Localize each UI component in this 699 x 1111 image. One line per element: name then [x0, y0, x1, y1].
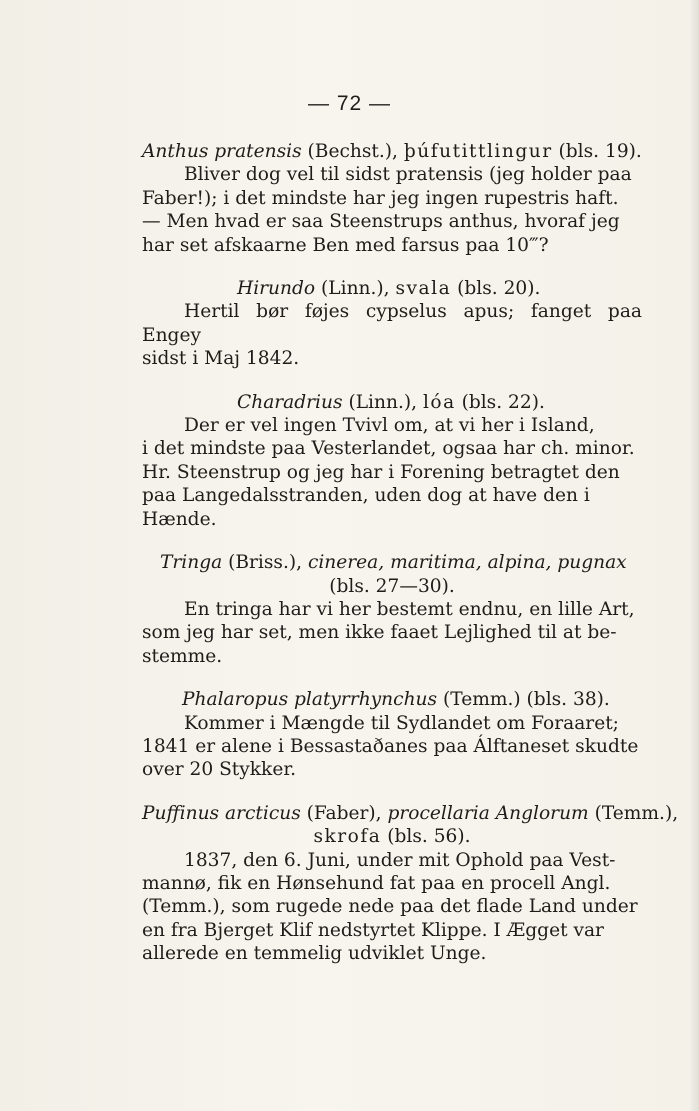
entry-line: Hænde. [142, 508, 217, 530]
entry-line: — Men hvad er saa Steenstrups anthus, hvoraf jeg [142, 211, 620, 233]
species-authority-hirundo: (Linn.), [315, 278, 396, 300]
entry-heading-puffinus [142, 802, 679, 825]
entry-line: En tringa har vi her bestemt endnu, en lille Art, [184, 598, 635, 620]
section-spacer [142, 782, 642, 802]
species-name-anthus: Anthus pratensis [142, 141, 302, 162]
entry-text-hirundo [142, 300, 642, 370]
entry-line: mannø, fik en Hønsehund fat paa en procell Angl. [142, 872, 611, 894]
entry-heading-hirundo [142, 277, 642, 300]
section-spacer [142, 531, 642, 551]
entry-line: allerede en temmelig udviklet Unge. [142, 943, 487, 965]
entry-line: stemme. [142, 645, 223, 667]
entry-heading-tringa [142, 551, 642, 574]
species-name-puffinus: Puffinus arcticus [142, 802, 301, 824]
page-reference-hirundo: (bls. 20). [451, 278, 541, 300]
synonym-authority-puffinus: (Temm.), [588, 802, 679, 824]
entry-heading-anthus [142, 140, 642, 163]
entry-heading-charadrius [142, 391, 642, 414]
entry-text-puffinus [142, 849, 642, 966]
entry-line: i det mindste paa Vesterlandet, ogsaa har ch. minor. [142, 438, 635, 460]
species-authority-puffinus: (Faber), [300, 802, 388, 824]
species-name-tringa: Tringa [160, 552, 223, 574]
entry-line: Hr. Steenstrup og jeg har i Forening betragtet den [142, 461, 620, 483]
entry-line: som jeg har set, men ikke faaet Lejlighed til at be- [142, 622, 617, 644]
entry-subheading-tringa: (bls. 27—30). [329, 575, 455, 597]
entry-line: 1841 er alene i Bessastaðanes paa Álftaneset skudte [142, 735, 639, 757]
common-name-puffinus: skrofa [313, 826, 382, 848]
entry-line: har set afskaarne Ben med farsus paa 10‴? [142, 234, 549, 256]
entry-subheading-puffinus [142, 825, 642, 848]
entry-line: Faber!); i det mindste har jeg ingen rupestris haft. [142, 187, 619, 209]
species-name-hirundo: Hirundo [237, 278, 316, 300]
entry-line: Bliver dog vel til sidst pratensis (jeg holder paa [184, 164, 632, 186]
species-name-phalaropus: Phalaropus platyrrhynchus [182, 689, 438, 711]
page-reference-phalaropus: (Temm.) (bls. 38). [437, 689, 610, 711]
page-reference-charadrius: (bls. 22). [455, 391, 545, 413]
species-name-charadrius: Charadrius [237, 391, 343, 413]
page-reference-anthus: (bls. 19). [552, 141, 642, 162]
entry-line: Hertil bør føjes cypselus apus; fanget paa Engey [142, 301, 642, 346]
section-spacer [142, 668, 642, 688]
entry-line: Kommer i Mængde til Sydlandet om Foraaret; [184, 712, 619, 734]
entry-line: en fra Bjerget Klif nedstyrtet Klippe. I Ægget var [142, 919, 604, 941]
entry-line: (Temm.), som rugede nede paa det flade Land under [142, 896, 638, 918]
entry-text-phalaropus [142, 712, 642, 782]
page-reference-puffinus: (bls. 56). [381, 826, 471, 848]
species-authority-tringa: (Briss.), [222, 552, 308, 574]
entry-text-anthus [142, 163, 642, 257]
common-name-charadrius: lóa [422, 391, 456, 413]
entry-line: 1837, den 6. Juni, under mit Ophold paa Vest- [184, 849, 616, 871]
page-edge-shadow [689, 0, 699, 1111]
entry-line: paa Langedalsstranden, uden dog at have den i [142, 485, 590, 507]
entry-text-tringa [142, 598, 642, 668]
page-number: — 72 — [307, 92, 392, 115]
entry-line: Der er vel ingen Tvivl om, at vi her i Island, [184, 415, 595, 437]
common-name-hirundo: svala [395, 278, 452, 300]
species-authority-charadrius: (Linn.), [342, 391, 423, 413]
species-authority-anthus: (Bechst.), [301, 141, 404, 162]
section-spacer [142, 257, 642, 277]
species-list-tringa: cinerea, maritima, alpina, pugnax [307, 552, 627, 574]
entry-line: sidst i Maj 1842. [142, 348, 300, 370]
page-content [142, 140, 679, 966]
common-name-anthus: þúfutittlingur [403, 141, 553, 162]
entry-heading-phalaropus [142, 688, 642, 711]
entry-text-charadrius [142, 414, 642, 531]
section-spacer [142, 371, 642, 391]
synonym-puffinus: procellaria Anglorum [387, 802, 589, 824]
entry-line: over 20 Stykker. [142, 759, 297, 781]
